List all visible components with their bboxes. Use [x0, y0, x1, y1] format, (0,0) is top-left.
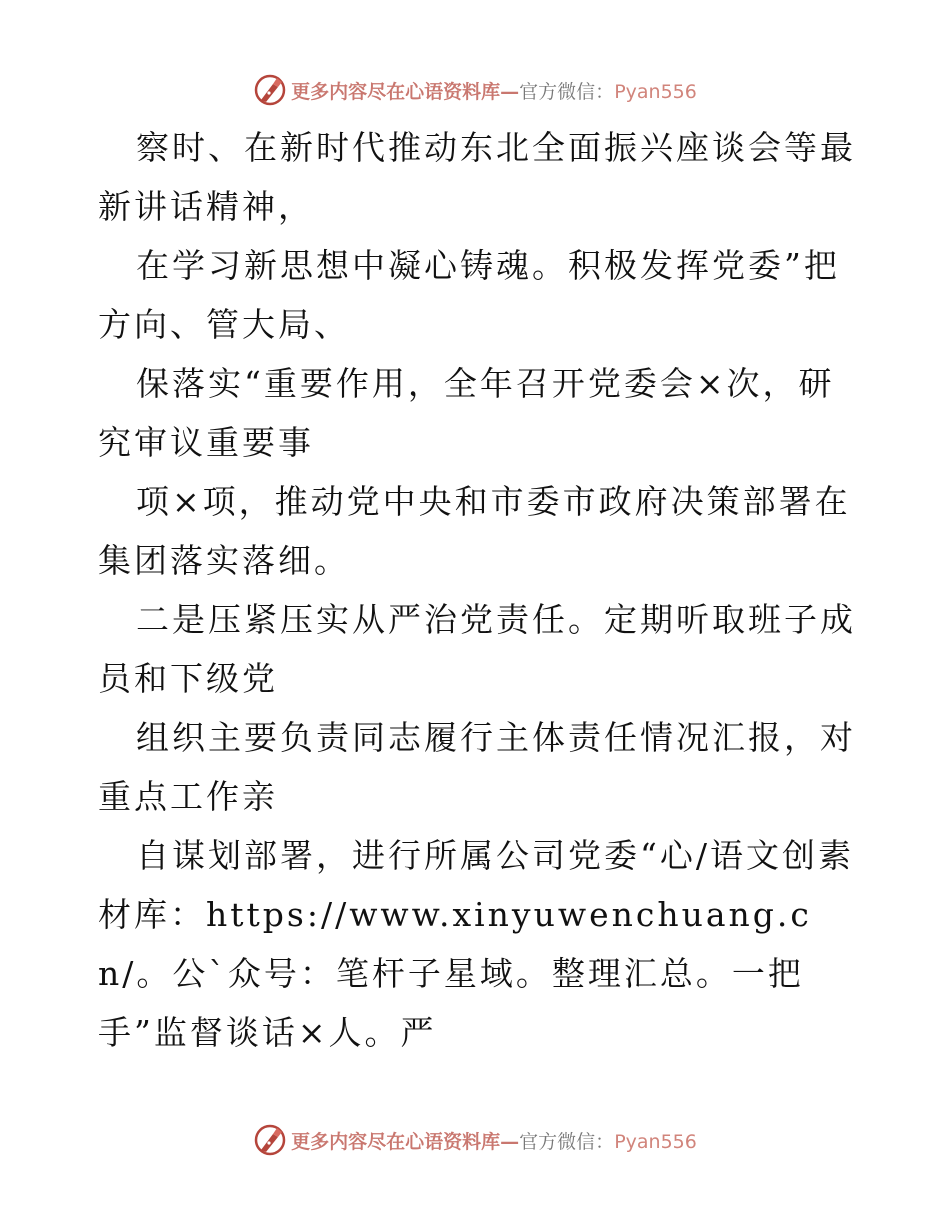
pen-nib-logo-icon [253, 1123, 287, 1157]
paragraph: 自谋划部署，进行所属公司党委“心/语文创素材库：https://www.xinyuwenchuang.cn/。公`众号：笔杆子星域。整理汇总。一把手”监督谈话×人。严 [98, 836, 854, 1052]
footer-banner-dash: — [500, 1130, 520, 1153]
header-banner-text [291, 77, 697, 104]
header-banner [0, 70, 950, 110]
footer-banner-official-label: 官方微信： [519, 1130, 615, 1153]
footer-banner [0, 1120, 950, 1160]
header-banner-main: 更多内容尽在心语资料库 [291, 80, 501, 103]
paragraph: 保落实“重要作用，全年召开党委会×次，研究审议重要事 [98, 364, 835, 462]
footer-banner-text [291, 1127, 697, 1154]
paragraph: 二是压紧压实从严治党责任。定期听取班子成员和下级党 [98, 600, 856, 698]
header-banner-official-label: 官方微信： [519, 80, 615, 103]
pen-nib-logo-icon [253, 73, 287, 107]
paragraph: 在学习新思想中凝心铸魂。积极发挥党委”把方向、管大局、 [98, 246, 840, 344]
header-banner-dash: — [500, 80, 520, 103]
footer-banner-main: 更多内容尽在心语资料库 [291, 1130, 501, 1153]
footer-banner-handle: Pyan556 [614, 1130, 697, 1153]
document-body [98, 118, 858, 1062]
paragraph: 项×项，推动党中央和市委市政府决策部署在集团落实落细。 [98, 482, 851, 580]
header-banner-handle: Pyan556 [614, 80, 697, 103]
paragraph: 察时、在新时代推动东北全面振兴座谈会等最新讲话精神， [98, 128, 856, 226]
paragraph: 组织主要负责同志履行主体责任情况汇报，对重点工作亲 [98, 718, 856, 816]
